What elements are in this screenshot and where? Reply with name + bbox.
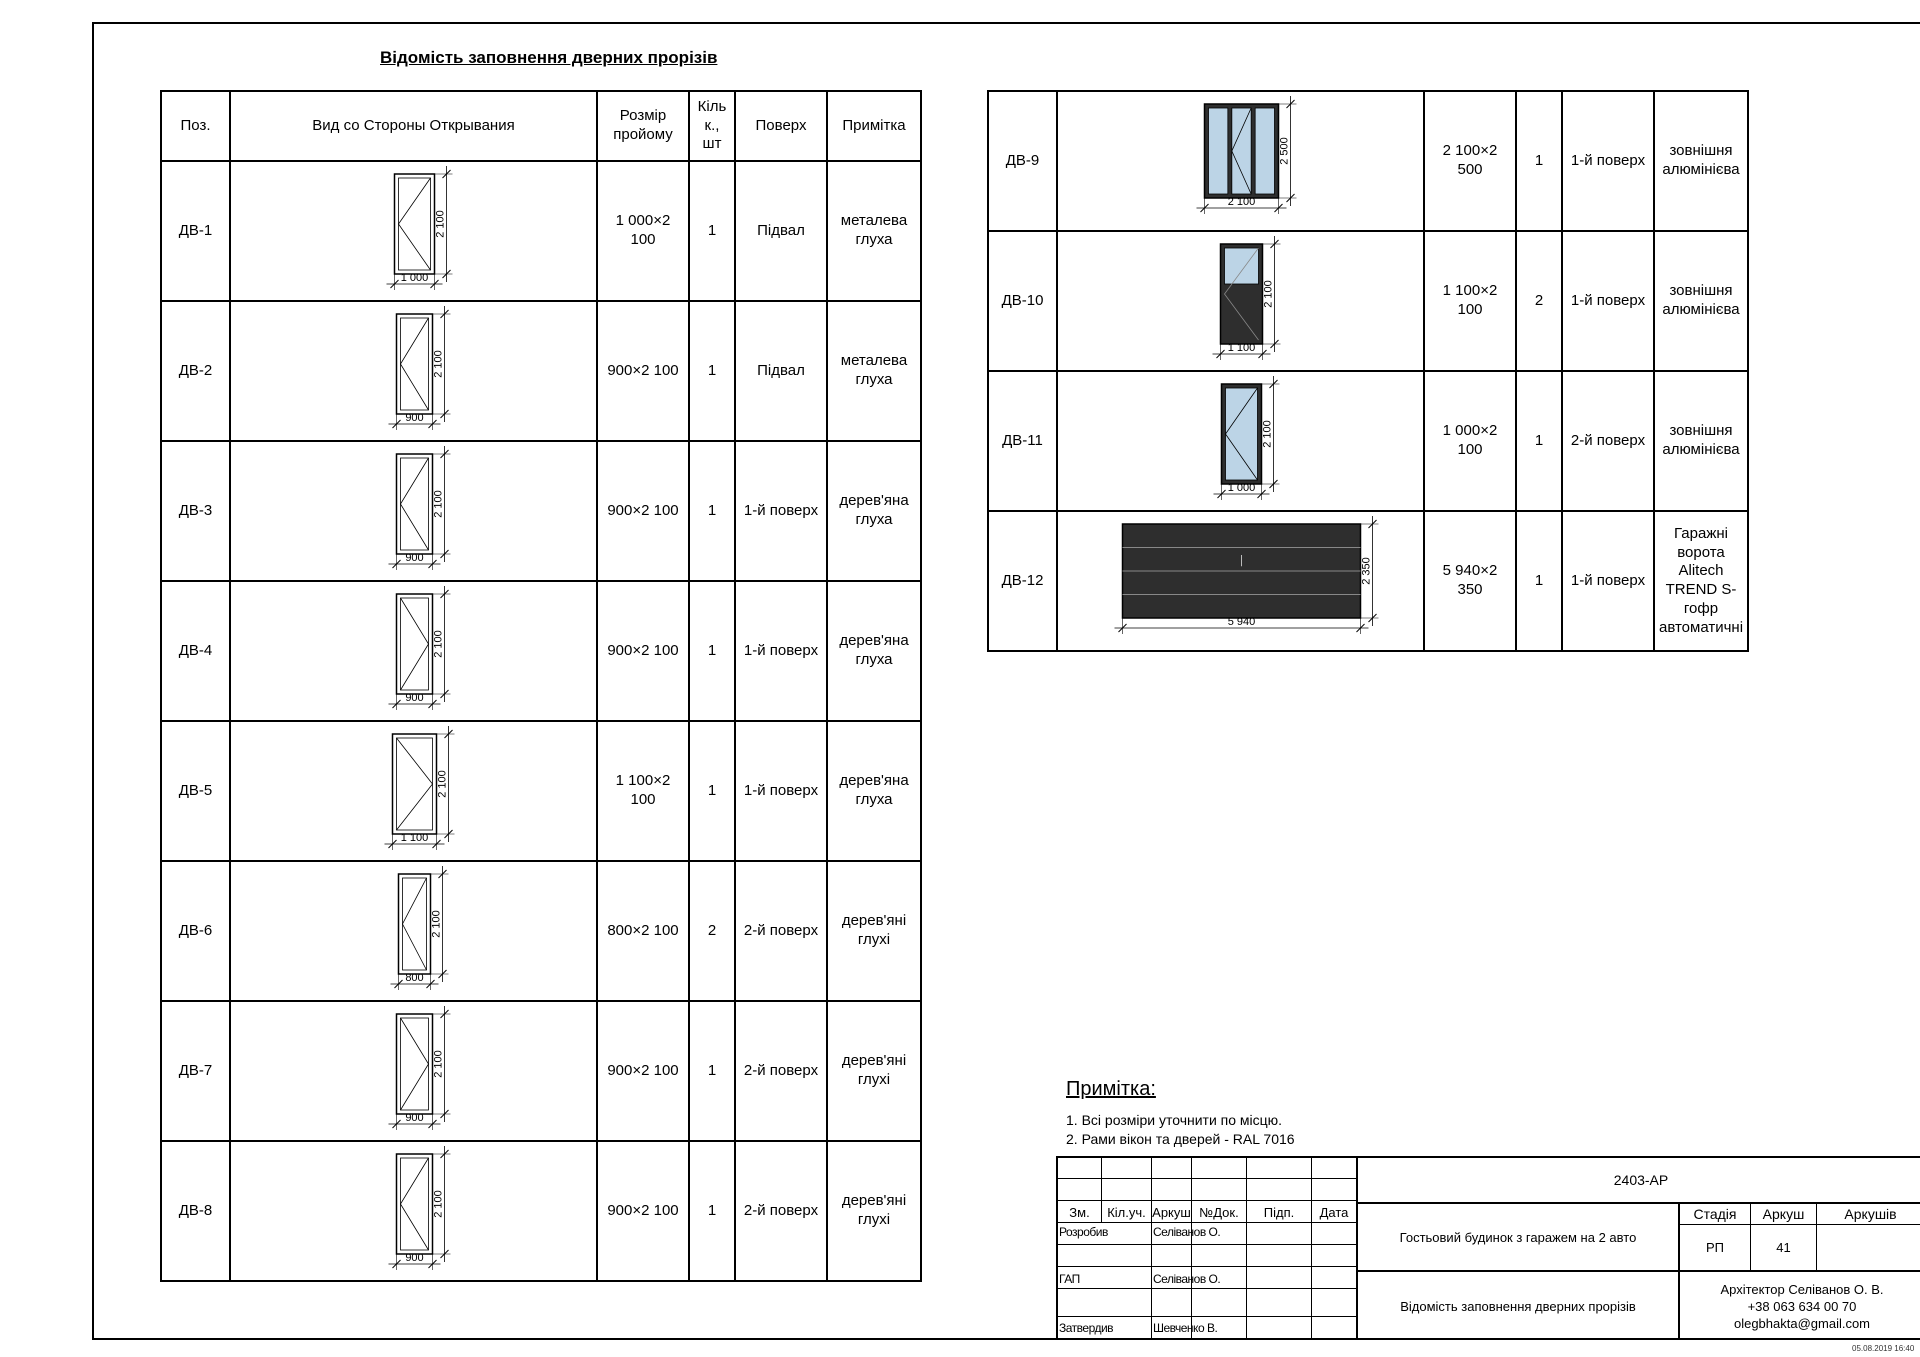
tb-header-sign: Підп. bbox=[1263, 1204, 1295, 1220]
door-row bbox=[161, 721, 921, 861]
sheets-value bbox=[1817, 1225, 1920, 1270]
cell-size: 800×2 100 bbox=[597, 861, 689, 1001]
width-dimension-label: 900 bbox=[405, 412, 424, 424]
door-view-cell bbox=[1057, 371, 1424, 511]
width-dimension-label: 900 bbox=[405, 692, 424, 704]
door-row bbox=[988, 231, 1748, 371]
door-elevation-drawing bbox=[387, 166, 453, 290]
door-drawing bbox=[231, 1142, 597, 1280]
tb-header-zm: Зм. bbox=[1069, 1204, 1090, 1220]
width-dimension-label: 1 000 bbox=[1227, 482, 1256, 494]
cell-size: 2 100×2 500 bbox=[1424, 91, 1516, 231]
cell-floor: 2-й поверх bbox=[735, 1141, 827, 1281]
door-view-cell bbox=[230, 861, 597, 1001]
col-header-floor: Поверх bbox=[735, 91, 827, 161]
door-elevation-drawing bbox=[1214, 376, 1280, 500]
cell-floor: 1-й поверх bbox=[1562, 91, 1654, 231]
cell-floor: 1-й поверх bbox=[735, 581, 827, 721]
cell-qty: 1 bbox=[1516, 91, 1562, 231]
width-dimension-label: 2 100 bbox=[1227, 196, 1256, 208]
author-phone: +38 063 634 00 70 bbox=[1747, 1298, 1857, 1314]
door-drawing bbox=[1058, 512, 1424, 650]
cell-floor: Підвал bbox=[735, 301, 827, 441]
height-dimension-label: 2 100 bbox=[432, 1050, 445, 1078]
cell-floor: 2-й поверх bbox=[1562, 371, 1654, 511]
sheet-value: 41 bbox=[1776, 1240, 1791, 1255]
door-elevation-drawing bbox=[1197, 96, 1297, 214]
cell-qty: 1 bbox=[689, 301, 735, 441]
cell-floor: 1-й поверх bbox=[1562, 511, 1654, 651]
author-block bbox=[1680, 1274, 1920, 1338]
name-developer: Селіванов О. bbox=[1153, 1225, 1221, 1239]
cell-floor: 1-й поверх bbox=[735, 441, 827, 581]
cell-qty: 1 bbox=[689, 721, 735, 861]
project-name: Гостьовий будинок з гаражем на 2 авто bbox=[1399, 1229, 1637, 1245]
tb-header-date: Дата bbox=[1319, 1204, 1349, 1220]
height-dimension-label: 2 100 bbox=[432, 490, 445, 518]
col-header-size: Розмір пройому bbox=[597, 91, 689, 161]
cell-size: 5 940×2 350 bbox=[1424, 511, 1516, 651]
cell-size: 900×2 100 bbox=[597, 441, 689, 581]
door-elevation-drawing bbox=[1115, 516, 1379, 634]
width-dimension-label: 900 bbox=[405, 1112, 424, 1124]
cell-size: 1 100×2 100 bbox=[1424, 231, 1516, 371]
col-header-view: Вид со Стороны Открывания bbox=[230, 91, 597, 161]
height-dimension-label: 2 100 bbox=[434, 210, 447, 238]
door-drawing bbox=[231, 862, 597, 1000]
cell-pos: ДВ-2 bbox=[161, 301, 230, 441]
notes-title: Примітка: bbox=[1066, 1078, 1156, 1100]
width-dimension-label: 1 100 bbox=[1227, 342, 1256, 354]
door-elevation-drawing bbox=[389, 1006, 451, 1130]
cell-size: 900×2 100 bbox=[597, 301, 689, 441]
door-row bbox=[161, 441, 921, 581]
cell-size: 900×2 100 bbox=[597, 1141, 689, 1281]
door-drawing bbox=[231, 1002, 597, 1140]
door-elevation-drawing bbox=[389, 1146, 451, 1270]
cell-qty: 2 bbox=[689, 861, 735, 1001]
cell-pos: ДВ-8 bbox=[161, 1141, 230, 1281]
width-dimension-label: 1 000 bbox=[400, 272, 429, 284]
name-approved: Шевченко В. bbox=[1153, 1321, 1218, 1335]
cell-qty: 1 bbox=[689, 161, 735, 301]
cell-pos: ДВ-10 bbox=[988, 231, 1057, 371]
door-elevation-drawing bbox=[389, 446, 451, 570]
door-elevation-drawing bbox=[1213, 236, 1281, 360]
door-drawing bbox=[231, 302, 597, 440]
name-gap: Селіванов О. bbox=[1153, 1272, 1221, 1286]
height-dimension-label: 2 100 bbox=[1262, 280, 1275, 308]
cell-qty: 1 bbox=[689, 441, 735, 581]
height-dimension-label: 2 100 bbox=[430, 910, 443, 938]
door-view-cell bbox=[230, 1141, 597, 1281]
door-row bbox=[161, 301, 921, 441]
door-drawing bbox=[1058, 92, 1424, 230]
height-dimension-label: 2 100 bbox=[436, 770, 449, 798]
cell-note: дерев'яні глухі bbox=[827, 861, 921, 1001]
door-elevation-drawing bbox=[389, 586, 451, 710]
cell-qty: 1 bbox=[1516, 371, 1562, 511]
cell-note: Гаражні ворота Alitech TREND S-гофр автоматичні bbox=[1654, 511, 1748, 651]
door-view-cell bbox=[230, 301, 597, 441]
door-row bbox=[161, 161, 921, 301]
tb-header-arkush: Аркуш bbox=[1152, 1204, 1191, 1220]
cell-floor: 2-й поверх bbox=[735, 861, 827, 1001]
door-row bbox=[161, 1141, 921, 1281]
door-elevation-drawing bbox=[385, 726, 455, 850]
cell-floor: 1-й поверх bbox=[1562, 231, 1654, 371]
door-drawing bbox=[1058, 372, 1424, 510]
cell-note: зовнішня алюмінієва bbox=[1654, 371, 1748, 511]
door-schedule-left bbox=[160, 90, 922, 1282]
note-line-1: 1. Всі розміри уточнити по місцю. bbox=[1066, 1112, 1283, 1128]
height-dimension-label: 2 350 bbox=[1360, 557, 1373, 585]
door-view-cell bbox=[230, 581, 597, 721]
cell-qty: 2 bbox=[1516, 231, 1562, 371]
cell-pos: ДВ-9 bbox=[988, 91, 1057, 231]
door-elevation-drawing bbox=[391, 866, 449, 990]
cell-note: дерев'яні глухі bbox=[827, 1001, 921, 1141]
door-drawing bbox=[231, 722, 597, 860]
cell-pos: ДВ-1 bbox=[161, 161, 230, 301]
cell-floor: Підвал bbox=[735, 161, 827, 301]
cell-pos: ДВ-3 bbox=[161, 441, 230, 581]
title-block bbox=[1056, 1156, 1920, 1340]
cell-note: дерев'яні глухі bbox=[827, 1141, 921, 1281]
document-title: Відомість заповнення дверних прорізів bbox=[380, 48, 718, 67]
height-dimension-label: 2 100 bbox=[432, 350, 445, 378]
door-row bbox=[161, 581, 921, 721]
door-drawing bbox=[231, 442, 597, 580]
cell-pos: ДВ-5 bbox=[161, 721, 230, 861]
cell-note: дерев'яна глуха bbox=[827, 721, 921, 861]
door-elevation-drawing bbox=[389, 306, 451, 430]
door-schedule-right bbox=[987, 90, 1749, 652]
author-email: olegbhakta@gmail.com bbox=[1733, 1315, 1871, 1331]
cell-pos: ДВ-11 bbox=[988, 371, 1057, 511]
door-view-cell bbox=[1057, 511, 1424, 651]
door-drawing bbox=[1058, 232, 1424, 370]
door-row bbox=[988, 371, 1748, 511]
sheet-label: Аркуш bbox=[1762, 1206, 1805, 1222]
cell-pos: ДВ-4 bbox=[161, 581, 230, 721]
note-line-2: 2. Рами вікон та дверей - RAL 7016 bbox=[1066, 1131, 1295, 1147]
cell-size: 900×2 100 bbox=[597, 581, 689, 721]
role-approved: Затвердив bbox=[1059, 1321, 1114, 1335]
door-drawing bbox=[231, 582, 597, 720]
cell-qty: 1 bbox=[689, 1141, 735, 1281]
col-header-qty: Кіль к., шт bbox=[689, 91, 735, 161]
height-dimension-label: 2 100 bbox=[432, 1190, 445, 1218]
project-code: 2403-АР bbox=[1613, 1172, 1669, 1188]
cell-pos: ДВ-7 bbox=[161, 1001, 230, 1141]
door-view-cell bbox=[1057, 91, 1424, 231]
col-header-pos: Поз. bbox=[161, 91, 230, 161]
cell-note: металева глуха bbox=[827, 161, 921, 301]
cell-size: 1 000×2 100 bbox=[1424, 371, 1516, 511]
cell-size: 1 000×2 100 bbox=[597, 161, 689, 301]
width-dimension-label: 1 100 bbox=[400, 832, 429, 844]
sheet-title: Відомість заповнення дверних прорізів bbox=[1400, 1298, 1636, 1314]
stage-value: РП bbox=[1705, 1240, 1724, 1255]
cell-size: 1 100×2 100 bbox=[597, 721, 689, 861]
tb-header-doc: №Док. bbox=[1199, 1204, 1239, 1220]
door-drawing bbox=[231, 162, 597, 300]
cell-note: дерев'яна глуха bbox=[827, 581, 921, 721]
cell-note: металева глуха bbox=[827, 301, 921, 441]
role-gap: ГАП bbox=[1059, 1272, 1080, 1286]
author-name: Архітектор Селіванов О. В. bbox=[1720, 1281, 1884, 1297]
cell-qty: 1 bbox=[1516, 511, 1562, 651]
height-dimension-label: 2 100 bbox=[1261, 420, 1274, 448]
width-dimension-label: 900 bbox=[405, 1252, 424, 1264]
door-view-cell bbox=[230, 161, 597, 301]
door-view-cell bbox=[230, 1001, 597, 1141]
tb-header-kilkuch: Кіл.уч. bbox=[1107, 1204, 1146, 1220]
width-dimension-label: 800 bbox=[405, 972, 424, 984]
sheets-label: Аркушів bbox=[1844, 1206, 1897, 1222]
width-dimension-label: 5 940 bbox=[1227, 616, 1256, 628]
cell-pos: ДВ-12 bbox=[988, 511, 1057, 651]
door-row bbox=[161, 861, 921, 1001]
door-view-cell bbox=[230, 721, 597, 861]
height-dimension-label: 2 100 bbox=[432, 630, 445, 658]
width-dimension-label: 900 bbox=[405, 552, 424, 564]
cell-note: зовнішня алюмінієва bbox=[1654, 231, 1748, 371]
door-row bbox=[988, 91, 1748, 231]
door-row bbox=[161, 1001, 921, 1141]
door-view-cell bbox=[230, 441, 597, 581]
height-dimension-label: 2 500 bbox=[1278, 137, 1291, 165]
print-timestamp: 05.08.2019 16:40 bbox=[1852, 1344, 1915, 1353]
col-header-note: Примітка bbox=[827, 91, 921, 161]
cell-qty: 1 bbox=[689, 1001, 735, 1141]
cell-size: 900×2 100 bbox=[597, 1001, 689, 1141]
cell-floor: 2-й поверх bbox=[735, 1001, 827, 1141]
header-row bbox=[161, 91, 921, 161]
stage-label: Стадія bbox=[1693, 1206, 1737, 1222]
role-developer: Розробив bbox=[1059, 1225, 1108, 1239]
cell-note: дерев'яна глуха bbox=[827, 441, 921, 581]
cell-floor: 1-й поверх bbox=[735, 721, 827, 861]
door-view-cell bbox=[1057, 231, 1424, 371]
cell-qty: 1 bbox=[689, 581, 735, 721]
cell-pos: ДВ-6 bbox=[161, 861, 230, 1001]
cell-note: зовнішня алюмінієва bbox=[1654, 91, 1748, 231]
door-row bbox=[988, 511, 1748, 651]
